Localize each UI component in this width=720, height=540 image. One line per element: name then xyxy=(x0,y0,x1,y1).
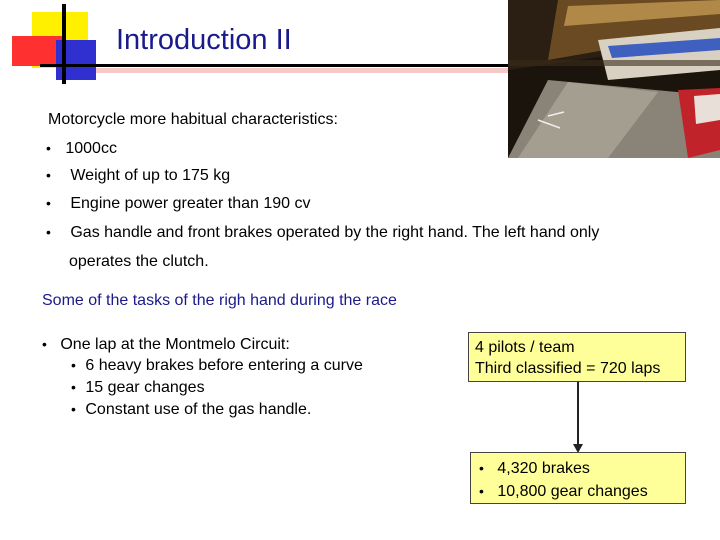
item-text: Engine power greater than 190 cv xyxy=(70,195,311,212)
item-text: 4,320 brakes xyxy=(497,460,590,477)
bullet: • xyxy=(46,224,51,240)
team-laps-box xyxy=(468,332,686,382)
logo-red-square xyxy=(12,36,62,66)
bullet: • xyxy=(46,195,51,211)
item-continuation: operates the clutch. xyxy=(69,253,209,270)
connector-arrow xyxy=(570,382,590,454)
bullet: • xyxy=(42,336,47,352)
characteristics-item xyxy=(46,140,117,158)
slide-title: Introduction II xyxy=(116,24,292,56)
bullet: • xyxy=(71,357,76,373)
bullet: • xyxy=(71,401,76,417)
tasks-main-item xyxy=(42,336,290,354)
characteristics-item xyxy=(46,167,230,185)
race-track-photo xyxy=(508,0,720,158)
bullet: • xyxy=(71,379,76,395)
tasks-sub-item xyxy=(71,401,311,419)
bullet: • xyxy=(479,483,484,499)
characteristics-item xyxy=(46,195,311,213)
bullet: • xyxy=(46,167,51,183)
tasks-heading: Some of the tasks of the righ hand during the race xyxy=(42,292,397,309)
tasks-sub-item xyxy=(71,357,363,375)
title-underline-shadow xyxy=(96,68,512,73)
totals-box xyxy=(470,452,686,504)
bullet: • xyxy=(479,460,484,476)
characteristics-item xyxy=(46,224,599,242)
characteristics-heading: Motorcycle more habitual characteristics: xyxy=(48,111,338,128)
item-text: 10,800 gear changes xyxy=(497,483,648,500)
item-text: Constant use of the gas handle. xyxy=(85,401,312,418)
title-underline xyxy=(40,64,510,67)
item-text: Gas handle and front brakes operated by the right hand. The left hand only xyxy=(70,224,600,241)
totals-item xyxy=(479,480,685,503)
item-text: Weight of up to 175 kg xyxy=(70,167,231,184)
logo-vertical-bar xyxy=(62,4,66,84)
item-text: 6 heavy brakes before entering a curve xyxy=(85,357,363,374)
team-box-line: 4 pilots / team xyxy=(475,339,575,356)
team-box-line: Third classified = 720 laps xyxy=(475,360,661,377)
bullet: • xyxy=(46,140,51,156)
tasks-sub-item xyxy=(71,379,205,397)
item-text: 1000cc xyxy=(65,140,117,157)
item-text: One lap at the Montmelo Circuit: xyxy=(60,336,290,353)
totals-item xyxy=(479,457,685,480)
item-text: 15 gear changes xyxy=(85,379,205,396)
